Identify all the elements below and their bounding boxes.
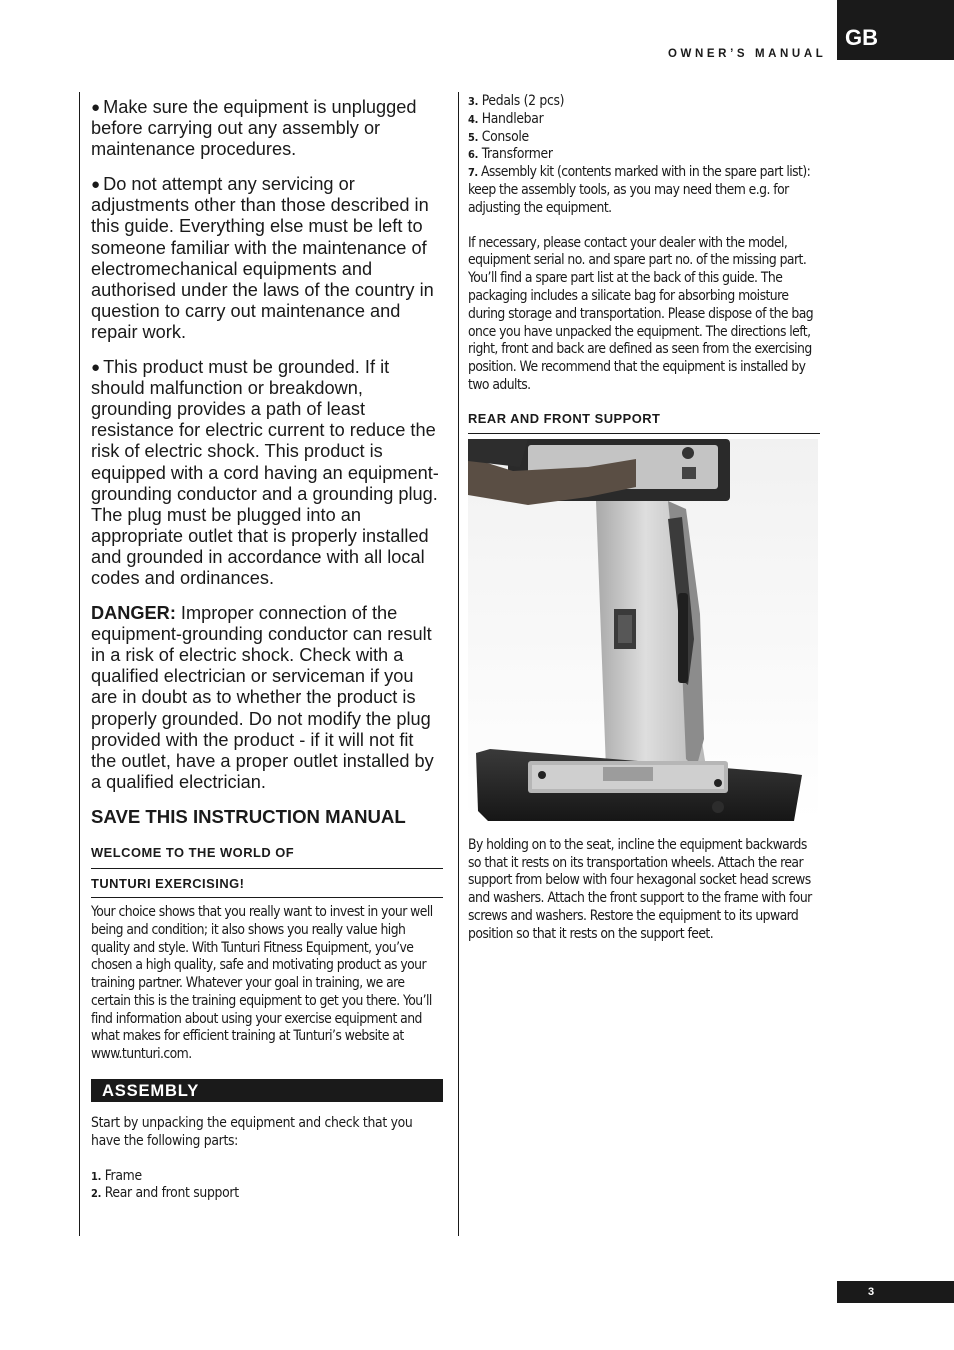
support-instructions-text: By holding on to the seat, incline the equipment backwards so that it rests on its transportation wheels. Attach the rear support from below with four hexagonal socket head screws and washers. Attach the front support to the frame with four screws and washers. Restore the equipment to its upward position so that it rests on the support feet.: [468, 836, 812, 942]
part-number: 4.: [468, 112, 479, 126]
danger-paragraph: [91, 603, 443, 793]
part-number: 3.: [468, 95, 479, 108]
support-assembly-photo: [468, 439, 818, 821]
left-column-rule: [79, 92, 80, 1236]
part-number: 5.: [468, 130, 479, 144]
list-item: [468, 146, 820, 164]
list-item: [468, 93, 820, 111]
part-label: Pedals (2 pcs): [481, 93, 565, 109]
welcome-heading-line-2: TUNTURI EXERCISING!: [91, 876, 443, 898]
list-item: [91, 1168, 443, 1186]
manual-label: OWNER’S MANUAL: [668, 48, 827, 60]
danger-text: Improper connection of the equipment-grounding conductor can result in a risk of electric shock. Check with a qualified electrician or serviceman if you are in doubt as to whether the product is properly grounded. Do not modify the plug provided with the product - if it will not fit the outlet, have a proper outlet installed by a qualified electrician.: [91, 603, 434, 792]
part-label: Assembly kit (contents marked with in the spare part list): keep the assembly tools, as you may need them e.g. for adjusting the equipment.: [468, 164, 811, 216]
parts-list-start: [91, 1168, 443, 1204]
right-column: [468, 93, 820, 944]
bullet-icon: ●: [91, 359, 101, 377]
danger-label: DANGER:: [91, 603, 176, 624]
part-number: 7.: [468, 166, 478, 180]
part-label: Transformer: [481, 146, 553, 163]
list-item: [468, 164, 820, 217]
safety-text: This product must be grounded. If it should malfunction or breakdown, grounding provides a path of least resistance for electric current to reduce the risk of electric shock. This product is equipped with a cord having an equipment-grounding conductor and a grounding plug. The plug must be plugged into an appropriate outlet that is properly installed and grounded in accordance with all local codes and ordinances.: [91, 357, 439, 588]
safety-item: [91, 357, 443, 589]
support-heading: REAR AND FRONT SUPPORT: [468, 411, 820, 434]
safety-item: [91, 174, 443, 343]
part-label: Frame: [104, 1167, 142, 1184]
list-item: [468, 129, 820, 147]
page-number: 3: [837, 1281, 954, 1303]
assembly-heading: ASSEMBLY: [91, 1079, 443, 1102]
left-column: [91, 97, 443, 1203]
middle-column-rule: [458, 92, 459, 1236]
part-label: Console: [481, 128, 529, 145]
list-item: [91, 1185, 443, 1203]
part-number: 6.: [468, 148, 479, 162]
safety-text: Do not attempt any servicing or adjustments other than those described in this guide. Everything else must be left to someone familiar with the maintenance of electromechanical equipments and authorised under the laws of the country in question to carry out maintenance and repair work.: [91, 174, 434, 342]
list-item: [468, 111, 820, 129]
part-label: Handlebar: [481, 110, 544, 127]
assembly-intro: Start by unpacking the equipment and check that you have the following parts:: [91, 1115, 413, 1149]
bullet-icon: ●: [91, 176, 101, 194]
parts-list-continued: [468, 93, 820, 218]
part-number: 1.: [91, 1169, 102, 1183]
part-number: 2.: [91, 1187, 102, 1201]
part-label: Rear and front support: [104, 1185, 239, 1202]
welcome-text: Your choice shows that you really want to invest in your well being and condition; it also shows you really value high quality and style. With Tunturi Fitness Equipment, you’ve chosen a high quality, safe and motivating product as your training partner. Whatever your goal in training, we are certain this is the training equipment to get you there. You’ll find information about using your exercise equipment and what makes for efficient training at Tunturi’s website at www.tunturi.com.: [91, 903, 433, 1063]
welcome-heading-line-1: WELCOME TO THE WORLD OF: [91, 845, 443, 869]
bullet-icon: ●: [91, 99, 101, 116]
safety-text: Make sure the equipment is unplugged before carrying out any assembly or maintenance procedures.: [91, 97, 417, 160]
language-tab: GB: [837, 0, 954, 60]
dealer-info-text: If necessary, please contact your dealer with the model, equipment serial no. and spare part no. of the missing part. You’ll find a spare part list at the back of this guide. The packaging includes a silicate bag for absorbing moisture during storage and transportation. Please dispose of the bag once you have unpacked the equipment. The directions left, right, front and back are defined as seen from the exercising position. We recommend that the equipment is installed by two adults.: [468, 234, 814, 393]
save-manual-title: SAVE THIS INSTRUCTION MANUAL: [91, 805, 406, 827]
safety-item: [91, 97, 443, 160]
